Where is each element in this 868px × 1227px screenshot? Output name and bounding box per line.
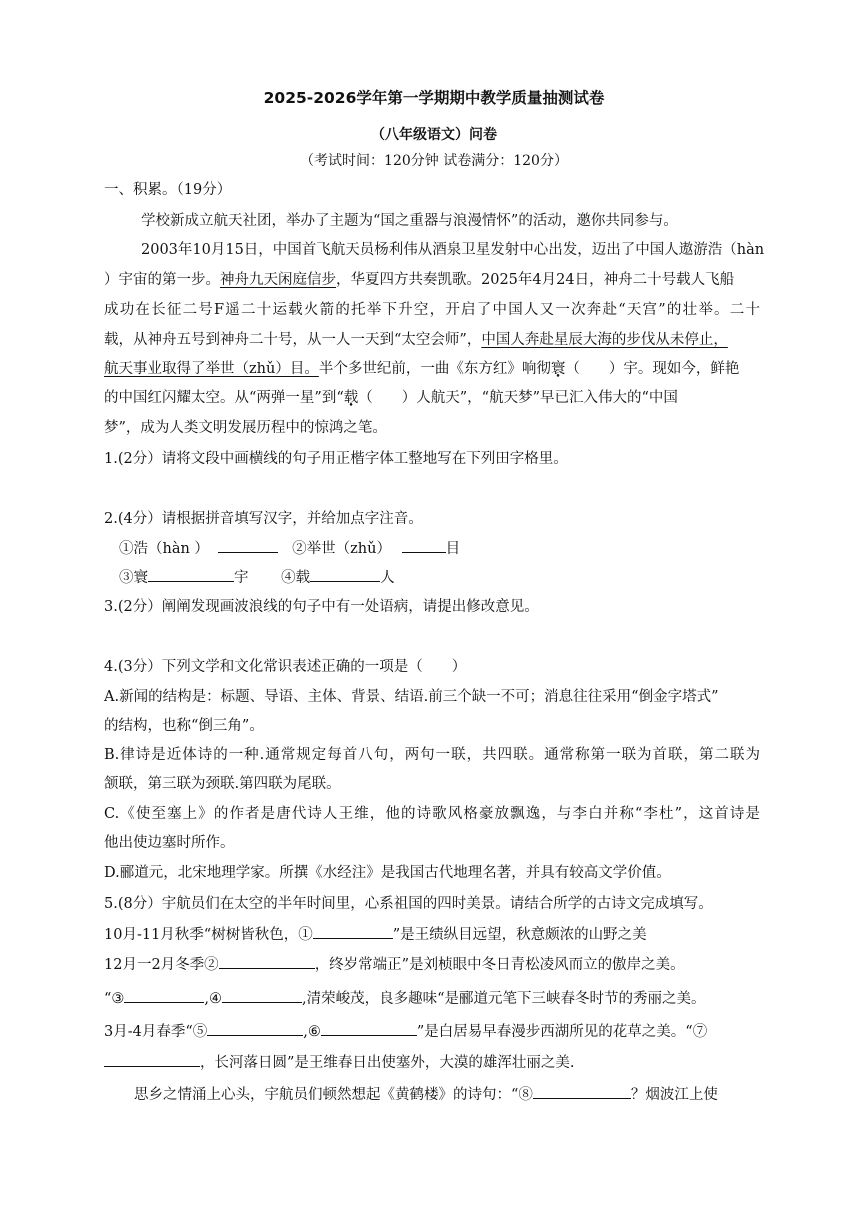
passage-line-6 xyxy=(104,388,678,408)
passage-line-3: 成功在长征二号F遥二十运载火箭的托举下升空，开启了中国人又一次奔赴“天宫”的壮举。二十 xyxy=(104,302,760,318)
q2-item-4-tail: 人 xyxy=(380,570,395,586)
question-5: 5.(8分）宇航员们在太空的半年时间里，心系祖国的四时美景。请结合所学的古诗文完成填写。 xyxy=(104,896,713,912)
passage-line-4 xyxy=(104,330,728,350)
q5-text: ？烟波江上使 xyxy=(630,1087,718,1103)
q5-text: 10月-11月秋季“树树皆秋色，① xyxy=(104,927,313,943)
q5-text: “③ xyxy=(104,991,125,1007)
q4-option-c-line-2: 他出使边塞时所作。 xyxy=(104,835,235,851)
q5-blank-7[interactable] xyxy=(104,1052,200,1067)
passage-text: （ ）宇。现如今，鲜艳 xyxy=(565,361,740,377)
section-heading: 一、积累。（19分） xyxy=(104,182,232,198)
passage-text: （ ）人航天”，“航天梦”早已汇入伟大的“中国 xyxy=(358,390,678,406)
q5-text: ，终岁常端正”是刘桢眼中冬日青松凌风而立的傲岸之美。 xyxy=(314,957,685,973)
q5-text: ”是白居易早春漫步西湖所见的花草之美。“⑦ xyxy=(416,1024,708,1040)
passage-text: ）宇宙的第一步。 xyxy=(104,272,220,288)
q4-option-c-line-1: C.《使至塞上》的作者是唐代诗人王维，他的诗歌风格豪放飘逸，与李白并称“李杜”，这首诗是 xyxy=(104,806,760,822)
question-3: 3.(2分）阐阐发现画波浪线的句子中有一处语病，请提出修改意见。 xyxy=(104,599,539,615)
question-2-row-2 xyxy=(119,567,395,588)
q2-item-3: ③寰 xyxy=(119,570,148,586)
q5-blank-4[interactable] xyxy=(222,988,302,1003)
q5-text: 3月-4月春季“⑤ xyxy=(104,1024,208,1040)
q5-text: ,清荣峻茂，良多趣味“是郦道元笔下三峡春冬时节的秀丽之美。 xyxy=(302,991,706,1007)
q2-item-2: ②举世（zhǔ） xyxy=(292,541,391,557)
q5-text: ,⑥ xyxy=(303,1024,321,1040)
q2-item-4: ④载 xyxy=(281,570,311,586)
q5-line-5 xyxy=(104,1052,575,1073)
q2-item-1: ①浩（hàn ） xyxy=(119,541,209,557)
passage-line-1: 2003年10月15日，中国首飞航天员杨利伟从酒泉卫星发射中心出发，迈出了中国人遨游浩（hàn xyxy=(141,242,765,258)
q4-option-d: D.郦道元，北宋地理学家。所撰《水经注》是我国古代地理名著，并具有较高文学价值。 xyxy=(104,865,671,881)
q5-blank-2[interactable] xyxy=(219,954,315,969)
q5-blank-3[interactable] xyxy=(124,988,204,1003)
passage-text: 的中国红闪耀太空。从“两弹一星”到“ xyxy=(104,390,344,406)
passage-line-2 xyxy=(104,270,734,290)
wavy-sentence-part-1: 中国人奔赴星辰大海的步伐从未停止， xyxy=(481,332,728,348)
q5-text: ”是王绩纵目远望，秋意颇浓的山野之美 xyxy=(392,927,647,943)
question-1: 1.(2分）请将文段中画横线的句子用正楷字体工整地写在下列田字格里。 xyxy=(104,451,568,467)
q5-line-6 xyxy=(134,1084,718,1105)
q5-blank-5[interactable] xyxy=(207,1021,303,1036)
exam-title: 2025-2026学年第一学期期中教学质量抽测试卷 xyxy=(263,89,605,107)
question-2: 2.(4分）请根据拼音填写汉字，并给加点字注音。 xyxy=(104,511,423,527)
q5-blank-1[interactable] xyxy=(313,924,393,939)
wavy-sentence-part-2: 航天事业取得了举世（zhǔ）目。 xyxy=(104,361,319,377)
exam-subtitle: （八年级语文）问卷 xyxy=(371,127,497,143)
dotted-char-zai: 载 xyxy=(343,390,359,406)
underlined-sentence: 神舟九天闲庭信步 xyxy=(220,272,336,288)
passage-intro: 学校新成立航天社团，举办了主题为“国之重器与浪漫情怀”的活动，邀你共同参与。 xyxy=(141,213,678,229)
passage-text: ，华夏四方共奏凯歌。2025年4月24日，神舟二十号载人飞船 xyxy=(336,272,735,288)
passage-text: 半个多世纪前，一曲《东方红》响彻 xyxy=(318,361,551,377)
exam-info: （考试时间：120分钟 试卷满分：120分） xyxy=(300,153,568,169)
question-4: 4.(3分）下列文学和文化常识表述正确的一项是（ ） xyxy=(104,659,467,675)
q5-text: ，长河落日圆”是王维春日出使塞外，大漠的雄浑壮丽之美. xyxy=(200,1055,575,1071)
q5-line-1 xyxy=(104,924,647,945)
q2-blank-2[interactable] xyxy=(402,538,446,553)
q5-line-2 xyxy=(104,954,685,975)
q4-option-b-line-1: B.律诗是近体诗的一种.通常规定每首八句，两句一联，共四联。通常称第一联为首联，第二联为 xyxy=(104,747,760,763)
question-2-row-1 xyxy=(119,538,460,559)
q5-blank-6[interactable] xyxy=(321,1021,417,1036)
q2-blank-1[interactable] xyxy=(218,538,278,553)
passage-line-7: 梦”，成为人类文明发展历程中的惊鸿之笔。 xyxy=(104,420,387,436)
q5-blank-8[interactable] xyxy=(533,1084,631,1099)
q2-item-2-tail: 目 xyxy=(445,541,461,557)
q5-text: ,④ xyxy=(204,991,223,1007)
q4-option-b-line-2: 颔联，第三联为颈联.第四联为尾联。 xyxy=(104,776,341,792)
q4-option-a-line-1: A.新闻的结构是：标题、导语、主体、背景、结语.前三个缺一不可；消息往往采用“倒金字塔式” xyxy=(104,689,719,705)
q5-line-4 xyxy=(104,1021,707,1042)
q5-text: 12月一2月冬季② xyxy=(104,957,219,973)
q2-item-3-tail: 宇 xyxy=(234,570,249,586)
q2-blank-4[interactable] xyxy=(310,567,380,582)
passage-line-5 xyxy=(104,359,739,379)
q5-line-3 xyxy=(104,988,706,1009)
q4-option-a-line-2: 的结构，也称“倒三角”。 xyxy=(104,718,264,734)
q5-text: 思乡之情涌上心头，宇航员们顿然想起《黄鹤楼》的诗句：“⑧ xyxy=(134,1087,533,1103)
passage-text: 载，从神舟五号到神舟二十号，从一人一天到“太空会师”， xyxy=(104,332,482,348)
dotted-char-huan: 寰 xyxy=(550,361,566,377)
q2-blank-3[interactable] xyxy=(148,567,234,582)
